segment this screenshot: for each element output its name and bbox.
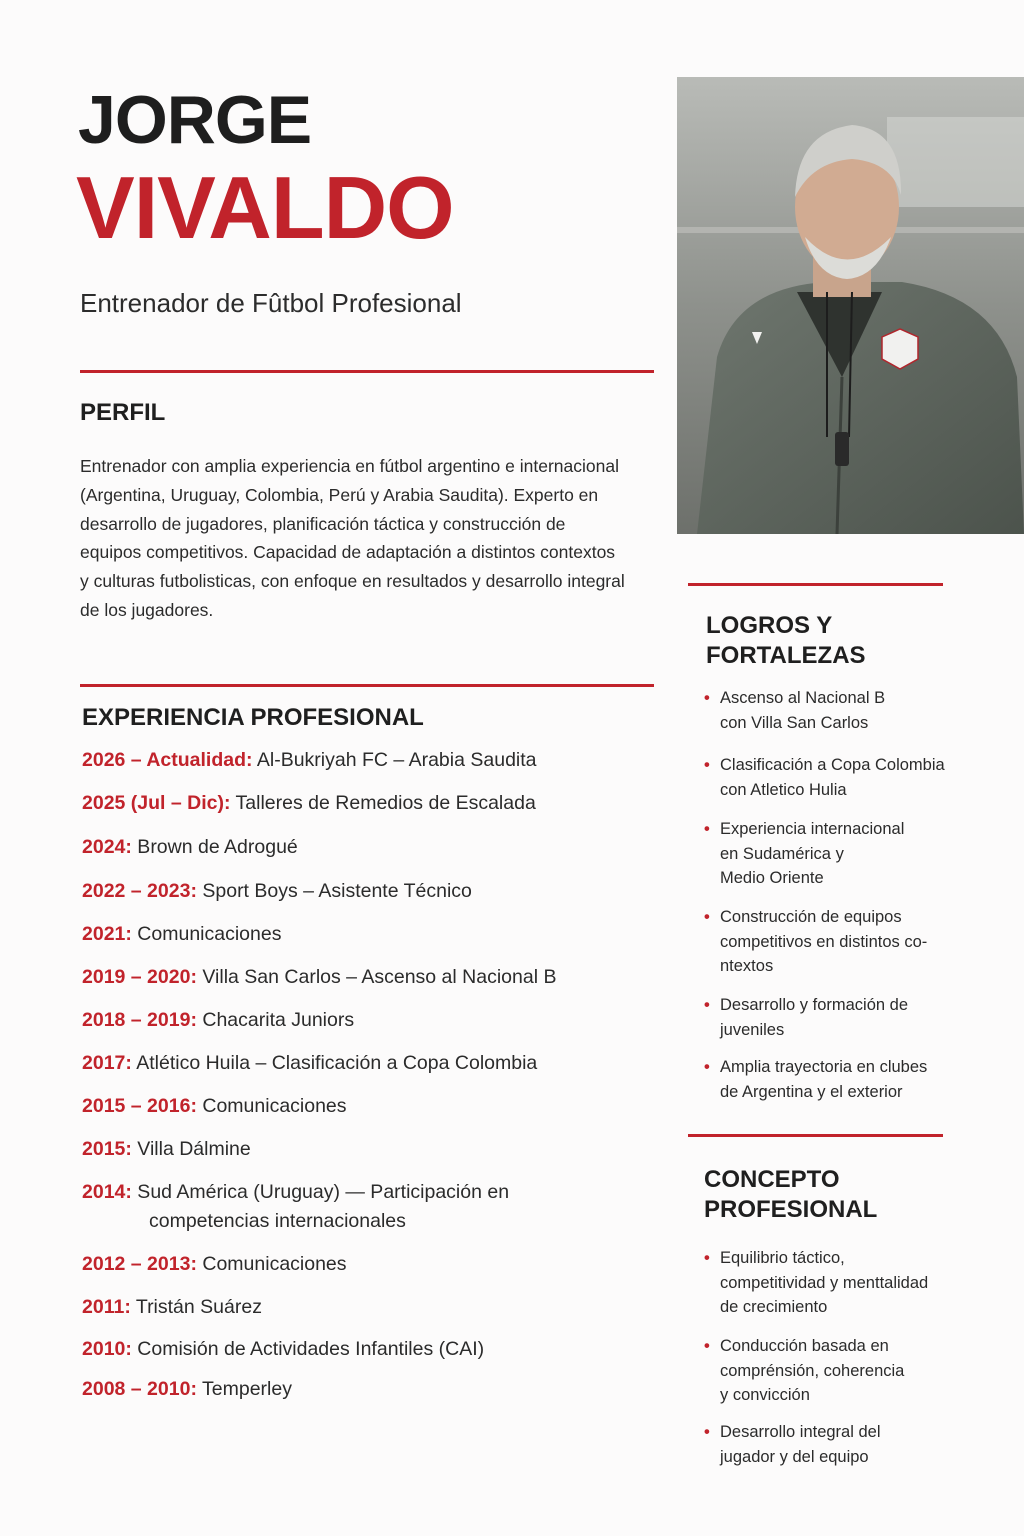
experience-colon: : bbox=[125, 1052, 132, 1074]
bullet-item bbox=[704, 817, 904, 891]
experience-description: Villa San Carlos – Ascenso al Nacional B bbox=[196, 966, 557, 988]
bullet-item bbox=[704, 1246, 928, 1320]
experience-year: 2022 – 2023 bbox=[82, 880, 191, 902]
experience-year: 2014 bbox=[82, 1181, 126, 1203]
bullet-dot-icon: • bbox=[704, 756, 710, 774]
bullet-item bbox=[704, 1334, 904, 1408]
bullet-text-line: ntextos bbox=[720, 957, 774, 975]
experience-description-continued: competencias internacionales bbox=[149, 1210, 406, 1232]
experience-description: Comunicaciones bbox=[131, 923, 282, 945]
bullet-text-line: con Atletico Hulia bbox=[720, 780, 847, 799]
bullet-text-line: con Villa San Carlos bbox=[720, 713, 869, 732]
divider-concept bbox=[688, 1134, 943, 1137]
profile-heading: PERFIL bbox=[80, 399, 166, 426]
experience-description: Villa Dálmine bbox=[131, 1138, 251, 1160]
experience-item bbox=[82, 1293, 262, 1322]
bullet-text-line: comprénsión, coherencia bbox=[720, 1361, 905, 1380]
bullet-dot-icon: • bbox=[704, 1249, 710, 1267]
bullet-text-line: Desarrollo y formación de bbox=[720, 996, 908, 1014]
experience-colon: : bbox=[190, 966, 197, 988]
bullet-item bbox=[704, 753, 945, 802]
experience-year: 2015 – 2016 bbox=[82, 1095, 191, 1117]
experience-description: Atlético Huila – Clasificación a Copa Colombia bbox=[131, 1052, 538, 1074]
experience-item bbox=[82, 1250, 347, 1279]
experience-description: Comunicaciones bbox=[196, 1095, 347, 1117]
experience-description: Comunicaciones bbox=[196, 1253, 347, 1275]
experience-item bbox=[82, 1375, 292, 1404]
experience-description: Sud América (Uruguay) — Participación en bbox=[131, 1181, 510, 1203]
achievements-heading-line2: FORTALEZAS bbox=[706, 642, 866, 669]
bullet-text-line: en Sudamérica y bbox=[720, 844, 844, 863]
divider-profile bbox=[80, 684, 654, 687]
bullet-text-line: Desarrollo integral del bbox=[720, 1423, 881, 1441]
bullet-item bbox=[704, 686, 885, 735]
profile-text: Entrenador con amplia experiencia en fútbol argentino e internacional (Argentina, Uruguay, Colombia, Perú y Arabia Saudita). Experto en desarrollo de jugadores, planificación táctica y construcción de equipos competitivos. Capacidad de adaptación a distintos contextos y culturas futbolisticas, con enfoque en resultados y desarrollo integral de los jugadores. bbox=[80, 456, 625, 620]
bullet-text-line: Experiencia internacional bbox=[720, 820, 905, 838]
bullet-text-line: jugador y del equipo bbox=[720, 1447, 869, 1466]
experience-colon: : bbox=[125, 923, 132, 945]
experience-colon: : bbox=[125, 1138, 132, 1160]
experience-description: Comisión de Actividades Infantiles (CAI) bbox=[131, 1338, 485, 1360]
experience-colon: : bbox=[190, 1009, 197, 1031]
experience-colon: : bbox=[125, 836, 132, 858]
experience-year: 2019 – 2020 bbox=[82, 966, 191, 988]
bullet-text-line: Medio Oriente bbox=[720, 869, 824, 887]
bullet-dot-icon: • bbox=[704, 908, 710, 926]
experience-colon: : bbox=[223, 792, 231, 814]
bullet-text-line: juveniles bbox=[720, 1020, 785, 1039]
job-title: Entrenador de Fûtbol Profesional bbox=[80, 288, 462, 318]
experience-year: 2017 bbox=[82, 1052, 126, 1074]
experience-description: Sport Boys – Asistente Técnico bbox=[196, 880, 472, 902]
experience-item bbox=[82, 1092, 347, 1121]
experience-year: 2018 – 2019 bbox=[82, 1009, 191, 1031]
achievements-heading bbox=[706, 611, 866, 671]
experience-item bbox=[82, 789, 536, 818]
experience-colon: : bbox=[190, 1095, 197, 1117]
experience-heading: EXPERIENCIA PROFESIONAL bbox=[82, 704, 424, 731]
bullet-text-line: Equilibrio táctico, bbox=[720, 1249, 845, 1267]
concept-heading-line1: CONCEPTO bbox=[704, 1166, 840, 1193]
bullet-dot-icon: • bbox=[704, 1423, 710, 1441]
experience-colon: : bbox=[246, 749, 253, 771]
bullet-dot-icon: • bbox=[704, 1058, 710, 1076]
bullet-text-line: y convicción bbox=[720, 1386, 810, 1404]
experience-colon: : bbox=[124, 1296, 131, 1318]
bullet-text-line: competitivos en distintos co- bbox=[720, 932, 928, 951]
bullet-text-line: competitividad y menttalidad bbox=[720, 1273, 929, 1292]
bullet-text-line: de Argentina y el exterior bbox=[720, 1082, 903, 1101]
experience-item bbox=[82, 920, 281, 949]
divider-achievements bbox=[688, 583, 943, 586]
bullet-item bbox=[704, 993, 908, 1042]
bullet-text-line: Conducción basada en bbox=[720, 1337, 889, 1355]
bullet-text-line: de crecimiento bbox=[720, 1298, 828, 1316]
bullet-dot-icon: • bbox=[704, 820, 710, 838]
coach-photo bbox=[677, 77, 1024, 534]
experience-item bbox=[82, 746, 537, 775]
concept-heading-line2: PROFESIONAL bbox=[704, 1196, 878, 1223]
experience-year: 2008 – 2010 bbox=[82, 1378, 191, 1400]
experience-colon: : bbox=[190, 1253, 197, 1275]
experience-item bbox=[82, 1006, 354, 1035]
experience-year: 2021 bbox=[82, 923, 126, 945]
bullet-text-line: Amplia trayectoria en clubes bbox=[720, 1058, 928, 1076]
concept-heading bbox=[704, 1165, 877, 1225]
experience-year: 2024 bbox=[82, 836, 126, 858]
experience-description: Tristán Suárez bbox=[130, 1296, 262, 1318]
experience-description: Chacarita Juniors bbox=[196, 1009, 355, 1031]
bullet-item bbox=[704, 1055, 927, 1104]
experience-year: 2011 bbox=[82, 1296, 125, 1318]
divider-header bbox=[80, 370, 654, 373]
achievements-heading-line1: LOGROS Y bbox=[706, 612, 833, 639]
coach-portrait-image bbox=[677, 77, 1024, 534]
experience-item bbox=[82, 1335, 484, 1364]
experience-description: Brown de Adrogué bbox=[131, 836, 298, 858]
bullet-text-line: Ascenso al Nacional B bbox=[720, 689, 886, 707]
experience-description: Talleres de Remedios de Escalada bbox=[230, 792, 536, 814]
experience-item bbox=[82, 1178, 509, 1236]
bullet-item bbox=[704, 1420, 881, 1469]
bullet-item bbox=[704, 905, 927, 979]
experience-year: 2015 bbox=[82, 1138, 126, 1160]
experience-colon: : bbox=[190, 880, 197, 902]
experience-item bbox=[82, 1049, 537, 1078]
experience-description: Al-Bukriyah FC – Arabia Saudita bbox=[252, 749, 537, 771]
experience-year: 2025 (Jul – Dic) bbox=[82, 792, 224, 814]
experience-year: 2012 – 2013 bbox=[82, 1253, 191, 1275]
experience-colon: : bbox=[125, 1338, 132, 1360]
experience-year: 2010 bbox=[82, 1338, 126, 1360]
first-name: JORGE bbox=[78, 82, 312, 158]
last-name: VIVALDO bbox=[76, 158, 454, 257]
bullet-text-line: Clasificación a Copa Colombia bbox=[720, 756, 945, 774]
experience-item bbox=[82, 877, 472, 906]
experience-year: 2026 – Actualidad bbox=[82, 749, 247, 771]
experience-colon: : bbox=[190, 1378, 197, 1400]
experience-item bbox=[82, 833, 298, 862]
experience-item bbox=[82, 963, 556, 992]
experience-description: Temperley bbox=[196, 1378, 292, 1400]
bullet-dot-icon: • bbox=[704, 1337, 710, 1355]
bullet-dot-icon: • bbox=[704, 689, 710, 707]
experience-colon: : bbox=[125, 1181, 132, 1203]
bullet-dot-icon: • bbox=[704, 996, 710, 1014]
bullet-text-line: Construcción de equipos bbox=[720, 908, 902, 926]
experience-item bbox=[82, 1135, 251, 1164]
